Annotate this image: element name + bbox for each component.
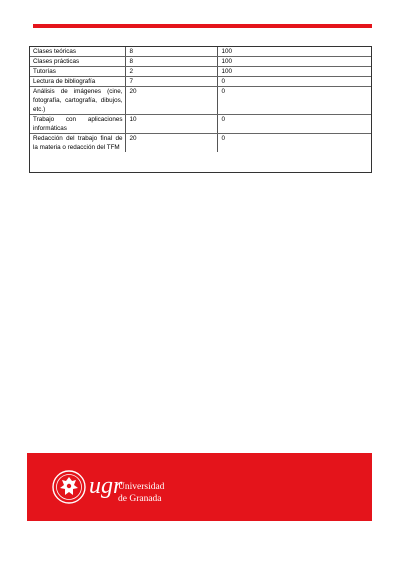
table-row [29,77,372,87]
table-row [29,67,372,77]
activities-table [29,47,372,152]
activity-presence: 100 [217,67,372,77]
activity-hours: 8 [125,47,217,57]
table-row [29,57,372,67]
table-row [29,87,372,115]
activity-presence: 0 [217,115,372,134]
activity-presence: 0 [221,135,226,142]
activity-hours: 20 [125,134,217,153]
activity-name: Análisis de imágenes (cine, fotografía, cartografía, dibujos, etc.) [29,87,125,115]
activity-name: Lectura de bibliografía [29,77,125,87]
activity-name: Redacción del trabajo final de la materia o redacción del TFM [29,134,125,153]
table-row [29,115,372,134]
activity-hours: 10 [125,115,217,134]
university-name-line2: de Granada [118,494,162,504]
table-row [29,134,372,153]
activity-hours: 7 [125,77,217,87]
brand-mark: ugr [89,473,123,499]
activity-name: Tutorías [29,67,125,77]
activity-hours: 8 [125,57,217,67]
activity-presence: 100 [217,57,372,67]
activity-name: Clases teóricas [29,47,125,57]
table-row [29,47,372,57]
activity-presence: 0 [217,87,372,115]
university-name-line1: Universidad [118,482,165,492]
activity-hours: 20 [125,87,217,115]
activity-hours: 2 [125,67,217,77]
university-name [118,481,164,505]
header-accent-bar [33,24,372,28]
activity-presence: 0 [217,77,372,87]
footer-banner [27,453,372,521]
university-crest-icon [51,469,87,505]
activity-name: Trabajo con aplicaciones informáticas [29,115,125,134]
activity-presence: 100 [217,47,372,57]
activity-name: Clases prácticas [29,57,125,67]
